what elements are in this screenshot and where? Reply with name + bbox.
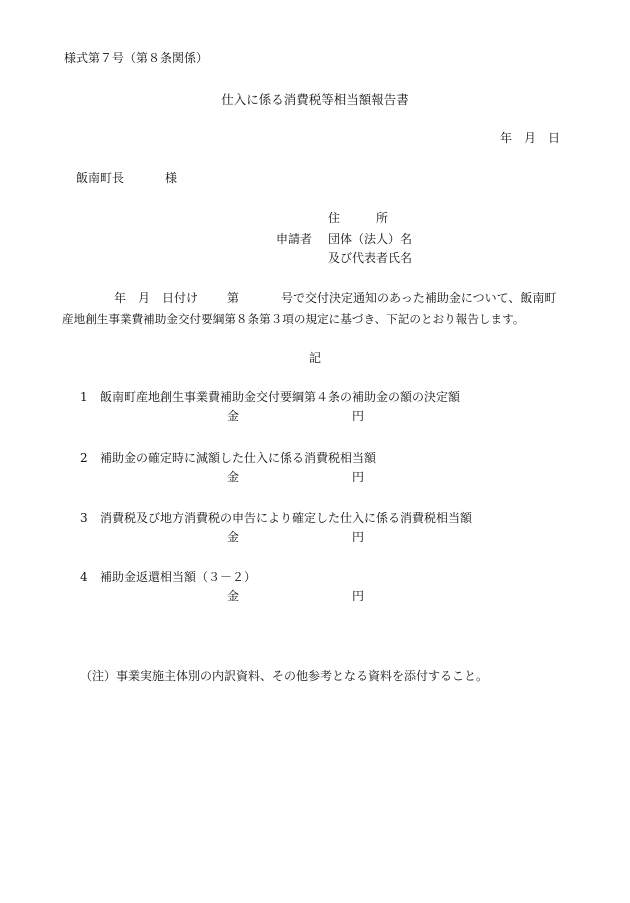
body-date-ref: 年 月 日付け (114, 291, 199, 305)
addressee-honorific: 様 (165, 171, 178, 185)
item-number: 2 (80, 451, 88, 465)
item-number: 3 (80, 511, 88, 525)
applicant-role-label: 申請者 (276, 232, 313, 246)
addressee-name: 飯南町長 (76, 171, 125, 185)
item-text: 飯南町産地創生事業費補助金交付要綱第４条の補助金の額の決定額 (100, 390, 461, 404)
item-number: 1 (80, 390, 88, 404)
item-kin-label: 金 (227, 409, 240, 423)
item-kin-label: 金 (227, 530, 240, 544)
date-line: 年 月 日 (499, 131, 560, 145)
item-text: 消費税及び地方消費税の申告により確定した仕入に係る消費税相当額 (100, 511, 473, 525)
item-en-label: 円 (352, 470, 365, 484)
body-number-prefix: 第 (227, 291, 240, 305)
footnote: （注）事業実施主体別の内訳資料、その他参考となる資料を添付すること。 (80, 669, 489, 683)
address-label: 住 所 (328, 211, 389, 225)
form-number: 様式第７号（第８条関係） (64, 51, 209, 65)
item-kin-label: 金 (227, 589, 240, 603)
item-en-label: 円 (352, 409, 365, 423)
body-line1-rest: 号で交付決定通知のあった補助金について、飯南町 (281, 291, 557, 305)
organization-label: 団体（法人）名 (328, 232, 413, 246)
item-text: 補助金返還相当額（３－２） (100, 570, 257, 584)
item-kin-label: 金 (227, 470, 240, 484)
item-text: 補助金の確定時に減額した仕入に係る消費税相当額 (100, 451, 377, 465)
item-number: 4 (80, 570, 88, 584)
item-en-label: 円 (352, 589, 365, 603)
ki-heading: 記 (308, 351, 321, 365)
body-line2: 産地創生事業費補助金交付要綱第８条第３項の規定に基づき、下記のとおり報告します。 (62, 312, 525, 326)
document-title: 仕入に係る消費税等相当額報告書 (221, 92, 409, 107)
item-en-label: 円 (352, 530, 365, 544)
representative-label: 及び代表者氏名 (328, 251, 413, 265)
